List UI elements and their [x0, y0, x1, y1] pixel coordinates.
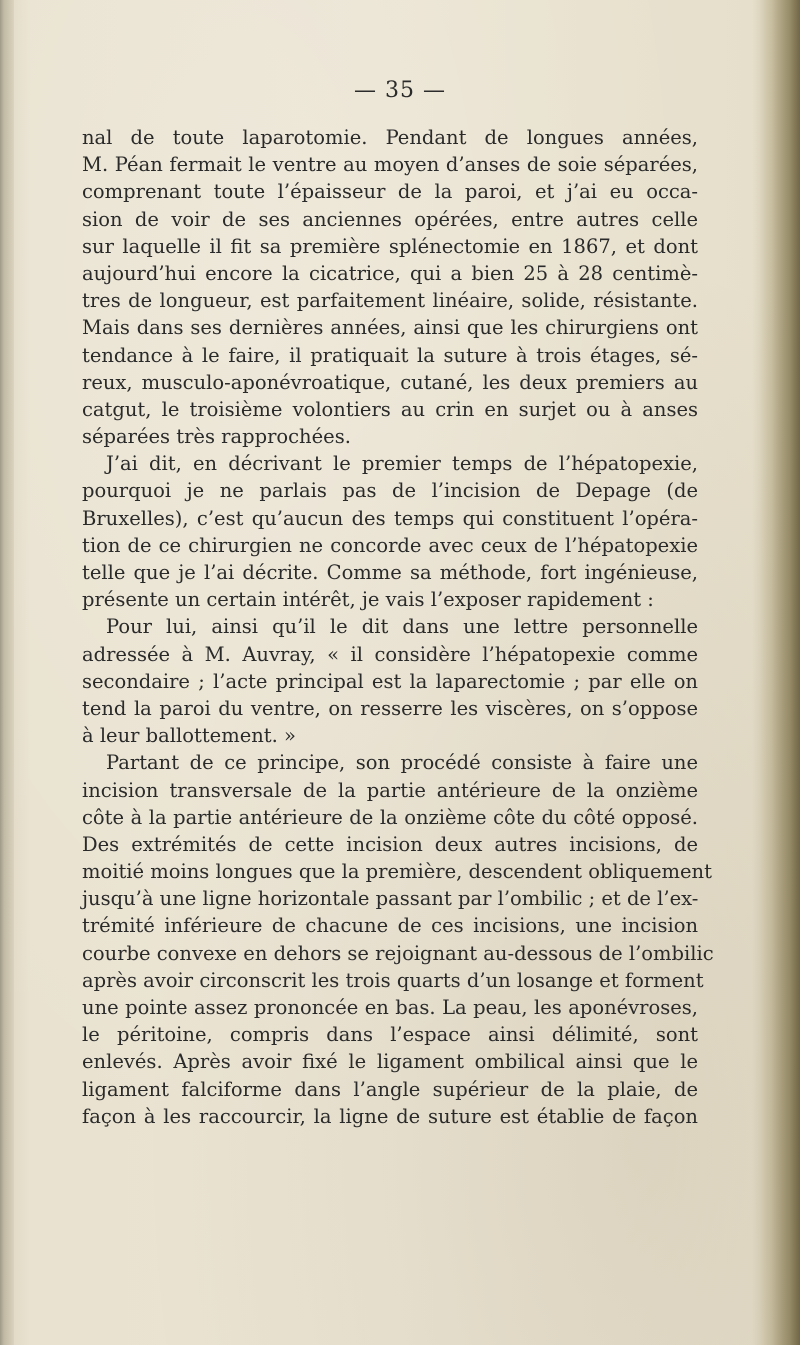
text-line: présente un certain intérêt, je vais l’exposer rapidement :	[82, 588, 654, 612]
text-line: tend la paroi du ventre, on resserre les viscères, on s’oppose	[82, 696, 698, 720]
text-line: trémité inférieure de chacune de ces incisions, une incision	[82, 914, 698, 938]
text-line: à leur ballottement. »	[82, 724, 296, 748]
text-line: Des extrémités de cette incision deux autres incisions, de	[82, 832, 698, 856]
text-line: côte à la partie antérieure de la onzième côte du côté opposé.	[82, 805, 698, 829]
text-line: Bruxelles), c’est qu’aucun des temps qui constituent l’opéra-	[82, 506, 698, 530]
text-line: Partant de ce principe, son procédé consiste à faire une	[106, 751, 698, 775]
text-line: tion de ce chirurgien ne concorde avec ceux de l’hépatopexie	[82, 533, 698, 557]
text-line: après avoir circonscrit les trois quarts d’un losange et forment	[82, 968, 704, 992]
text-line: incision transversale de la partie antérieure de la onzième	[82, 778, 698, 802]
page-left-edge	[0, 0, 14, 1345]
text-line: tres de longueur, est parfaitement linéaire, solide, résistante.	[82, 289, 698, 313]
text-line: courbe convexe en dehors se rejoignant au-dessous de l’ombilic	[82, 941, 714, 965]
text-line: M. Péan fermait le ventre au moyen d’anses de soie séparées,	[82, 153, 698, 177]
text-line: catgut, le troisième volontiers au crin en surjet ou à anses	[82, 397, 698, 421]
text-line: telle que je l’ai décrite. Comme sa méthode, fort ingénieuse,	[82, 561, 698, 584]
text-line: tendance à le faire, il pratiquait la suture à trois étages, sé-	[82, 343, 698, 367]
text-line: aujourd’hui encore la cicatrice, qui a bien 25 à 28 centimè-	[82, 261, 698, 285]
text-line: ligament falciforme dans l’angle supérieur de la plaie, de	[82, 1077, 698, 1101]
page-number-header: — 35 —	[354, 78, 446, 103]
text-line: une pointe assez prononcée en bas. La peau, les aponévroses,	[82, 996, 698, 1019]
text-line: moitié moins longues que la première, descendent obliquement	[82, 860, 712, 884]
text-line: adressée à M. Auvray, « il considère l’hépatopexie comme	[82, 642, 698, 666]
page-right-edge	[752, 0, 800, 1345]
text-line: pourquoi je ne parlais pas de l’incision de Depage (de	[82, 479, 698, 503]
text-line: enlevés. Après avoir fixé le ligament ombilical ainsi que le	[82, 1050, 698, 1074]
body-text	[82, 124, 714, 1130]
text-line: reux, musculo-aponévroatique, cutané, les deux premiers au	[82, 370, 698, 394]
text-line: le péritoine, compris dans l’espace ainsi délimité, sont	[82, 1023, 698, 1047]
text-line: nal de toute laparotomie. Pendant de longues années,	[82, 126, 698, 149]
text-line: séparées très rapprochées.	[82, 425, 351, 449]
text-line: façon à les raccourcir, la ligne de suture est établie de façon	[82, 1104, 698, 1128]
text-line: sur laquelle il fit sa première splénectomie en 1867, et dont	[82, 234, 698, 258]
text-line: Pour lui, ainsi qu’il le dit dans une lettre personnelle	[106, 615, 698, 639]
text-line: comprenant toute l’épaisseur de la paroi, et j’ai eu occa-	[82, 180, 698, 204]
text-line: J’ai dit, en décrivant le premier temps de l’hépatopexie,	[106, 452, 698, 476]
text-line: sion de voir de ses anciennes opérées, entre autres celle	[82, 207, 698, 231]
text-line: jusqu’à une ligne horizontale passant par l’ombilic ; et de l’ex-	[82, 887, 699, 911]
text-line: secondaire ; l’acte principal est la laparectomie ; par elle on	[82, 669, 698, 693]
text-line: Mais dans ses dernières années, ainsi que les chirurgiens ont	[82, 316, 698, 340]
